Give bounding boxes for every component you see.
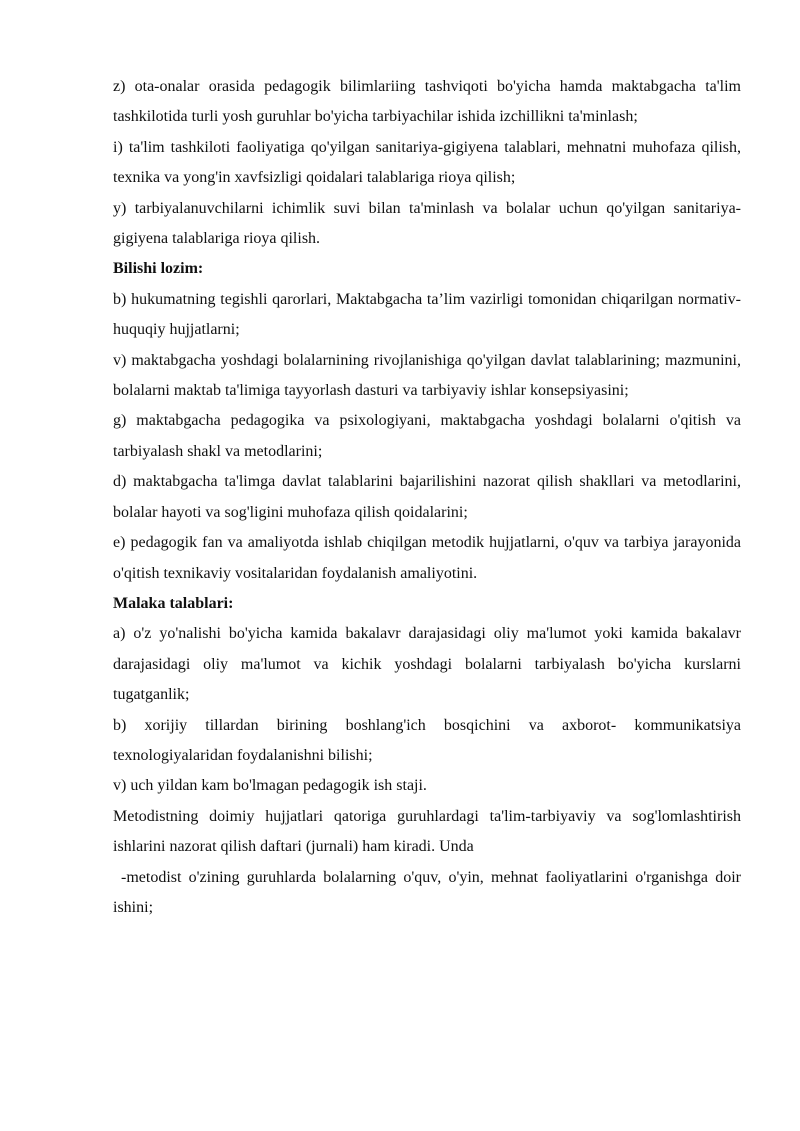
paragraph-v-2: v) uch yildan kam bo'lmagan pedagogik ish staji. bbox=[113, 777, 427, 795]
paragraph-v: v) maktabgacha yoshdagi bolalarnining rivojlanishiga qo'yilgan davlat talablarining; mazmunini, bolalarni maktab ta'limiga tayyorlash dasturi va tarbiyaviy ishlar konsepsiyasini; bbox=[113, 351, 741, 400]
document-page bbox=[113, 72, 741, 923]
paragraph-b-2: b) xorijiy tillardan birining boshlang'ich bosqichini va axborot- kommunikatsiya texnologiyalaridan foydalanishni bilishi; bbox=[113, 716, 741, 764]
paragraph-b: b) hukumatning tegishli qarorlari, Maktabgacha ta’lim vazirligi tomonidan chiqarilgan normativ-huquqiy hujjatlarni; bbox=[113, 290, 741, 339]
paragraph-i: i) ta'lim tashkiloti faoliyatiga qo'yilgan sanitariya-gigiyena talablari, mehnatni muhofaza qilish, texnika va yong'in xavfsizligi qoidalari talablariga rioya qilish; bbox=[113, 138, 741, 187]
paragraph-z: z) ota-onalar orasida pedagogik bilimlariing tashviqoti bo'yicha hamda maktabgacha ta'lim tashkilotida turli yosh guruhlar bo'yicha tarbiyachilar ishida izchillikni ta'minlash; bbox=[113, 78, 741, 126]
paragraph-dash-metodist: -metodist o'zining guruhlarda bolalarning o'quv, o'yin, mehnat faoliyatlarini o'rganishga doir ishini; bbox=[113, 868, 741, 916]
heading-bilishi-lozim: Bilishi lozim: bbox=[113, 260, 204, 278]
paragraph-metodist-hujjatlari: Metodistning doimiy hujjatlari qatoriga guruhlardagi ta'lim-tarbiyaviy va sog'lomlashtirish ishlarini nazorat qilish daftari (jurnali) ham kiradi. Unda bbox=[113, 807, 741, 856]
paragraph-y: y) tarbiyalanuvchilarni ichimlik suvi bilan ta'minlash va bolalar uchun qo'yilgan sanitariya-gigiyena talablariga rioya qilish. bbox=[113, 199, 741, 248]
paragraph-e: e) pedagogik fan va amaliyotda ishlab chiqilgan metodik hujjatlarni, o'quv va tarbiya jarayonida o'qitish texnikaviy vositalaridan foydalanish amaliyotini. bbox=[113, 534, 741, 582]
paragraph-g: g) maktabgacha pedagogika va psixologiyani, maktabgacha yoshdagi bolalarni o'qitish va tarbiyalash shakl va metodlarini; bbox=[113, 412, 741, 460]
heading-malaka-talablari: Malaka talablari: bbox=[113, 594, 234, 612]
paragraph-a: a) o'z yo'nalishi bo'yicha kamida bakalavr darajasidagi oliy ma'lumot yoki kamida bakalavr darajasidagi oliy ma'lumot va kichik yoshdagi bolalarni tarbiyalash bo'yicha kurslarni tugatganlik; bbox=[113, 625, 741, 704]
paragraph-d: d) maktabgacha ta'limga davlat talablarini bajarilishini nazorat qilish shakllari va metodlarini, bolalar hayoti va sog'ligini muhofaza qilish qoidalarini; bbox=[113, 473, 741, 521]
